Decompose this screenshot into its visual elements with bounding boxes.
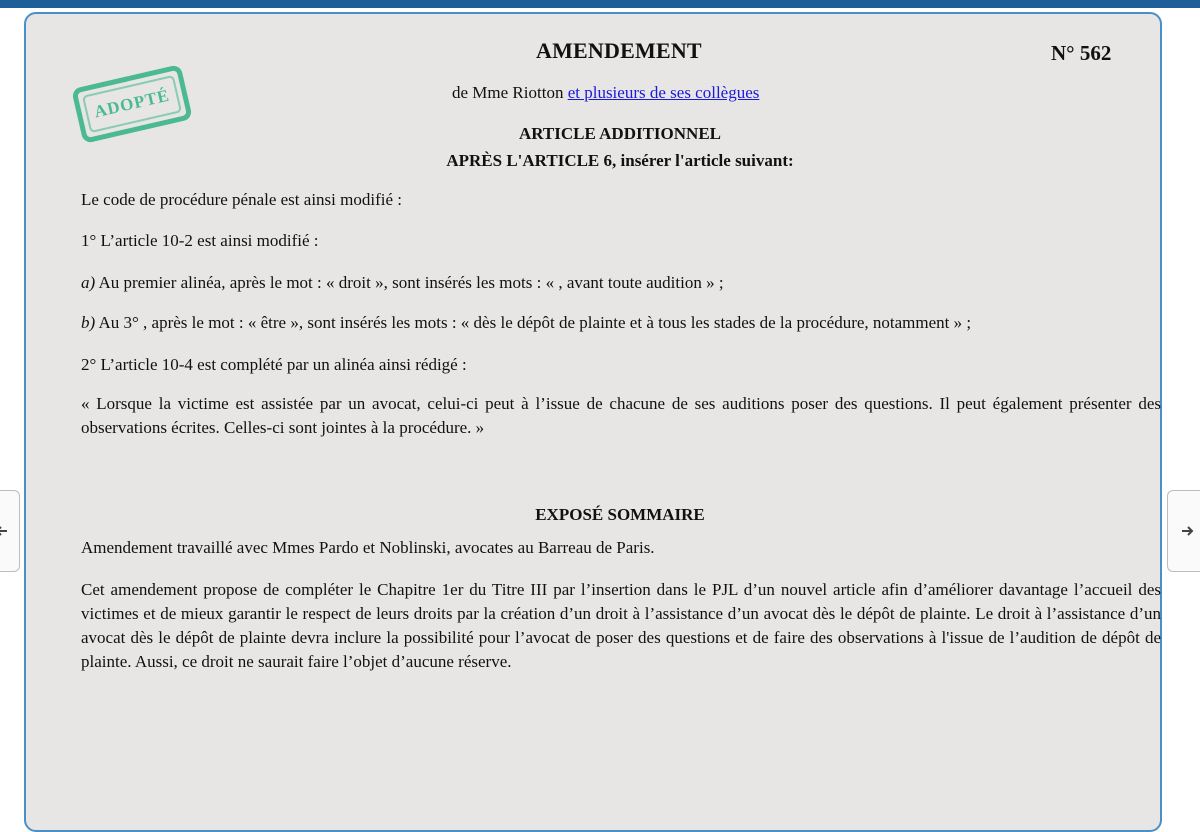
article-subheading: APRÈS L'ARTICLE 6, insérer l'article suivant: (446, 151, 794, 170)
expose-paragraph: Cet amendement propose de compléter le Chapitre 1er du Titre III par l’insertion dans le PJL d’un nouvel article afin d’améliorer davantage l’accueil des victimes et de mieux garantir le respect de leurs droits par la création d’un droit à l’assistance d’un avocat dès le dépôt de plainte. Le droit à l’assistance d’un avocat dès le dépôt de plainte devra inclure la possibilité pour l’avocat de poser des questions et de faire des observations à l'issue de l’audition de dépôt de plainte. Aussi, ce droit ne saurait faire l’objet d’aucune réserve. (81, 580, 1161, 671)
body-paragraph: Le code de procédure pénale est ainsi modifié : (81, 190, 402, 209)
expose-paragraph: Amendement travaillé avec Mmes Pardo et Noblinski, avocates au Barreau de Paris. (81, 538, 655, 557)
expose-heading: EXPOSÉ SOMMAIRE (535, 505, 705, 524)
quoted-paragraph: « Lorsque la victime est assistée par un avocat, celui-ci peut à l’issue de chacune de ses auditions poser des questions. Il peut également présenter des observations écrites. Celles-ci sont jointes à la procédure. » (81, 394, 1161, 437)
amendment-title: AMENDEMENT (536, 38, 702, 63)
adopted-stamp-text: ADOPTÉ (92, 85, 172, 122)
arrow-right-icon (1180, 524, 1194, 538)
body-paragraph (81, 311, 1161, 335)
item-label: a) (81, 273, 96, 292)
item-text: Au 3° , après le mot : « être », sont insérés les mots : « dès le dépôt de plainte et à tous les stades de la procédure, notamment » ; (95, 313, 972, 332)
byline-author: de Mme Riotton (452, 83, 564, 102)
byline (452, 83, 759, 103)
body-paragraph: 2° L’article 10-4 est complété par un alinéa ainsi rédigé : (81, 355, 467, 374)
item-label: b) (81, 313, 96, 332)
previous-button[interactable] (0, 490, 20, 572)
arrow-left-icon (0, 524, 9, 538)
amendment-card (24, 12, 1162, 832)
top-bar (0, 0, 1200, 8)
colleagues-link[interactable]: et plusieurs de ses collègues (567, 83, 760, 102)
body-paragraph: 1° L’article 10-2 est ainsi modifié : (81, 231, 319, 250)
body-paragraph (81, 271, 1161, 295)
item-text: Au premier alinéa, après le mot : « droit », sont insérés les mots : « , avant toute audition » ; (95, 273, 724, 292)
article-heading: ARTICLE ADDITIONNEL (518, 124, 722, 143)
amendment-number: N° 562 (1051, 41, 1112, 65)
next-button[interactable] (1167, 490, 1200, 572)
